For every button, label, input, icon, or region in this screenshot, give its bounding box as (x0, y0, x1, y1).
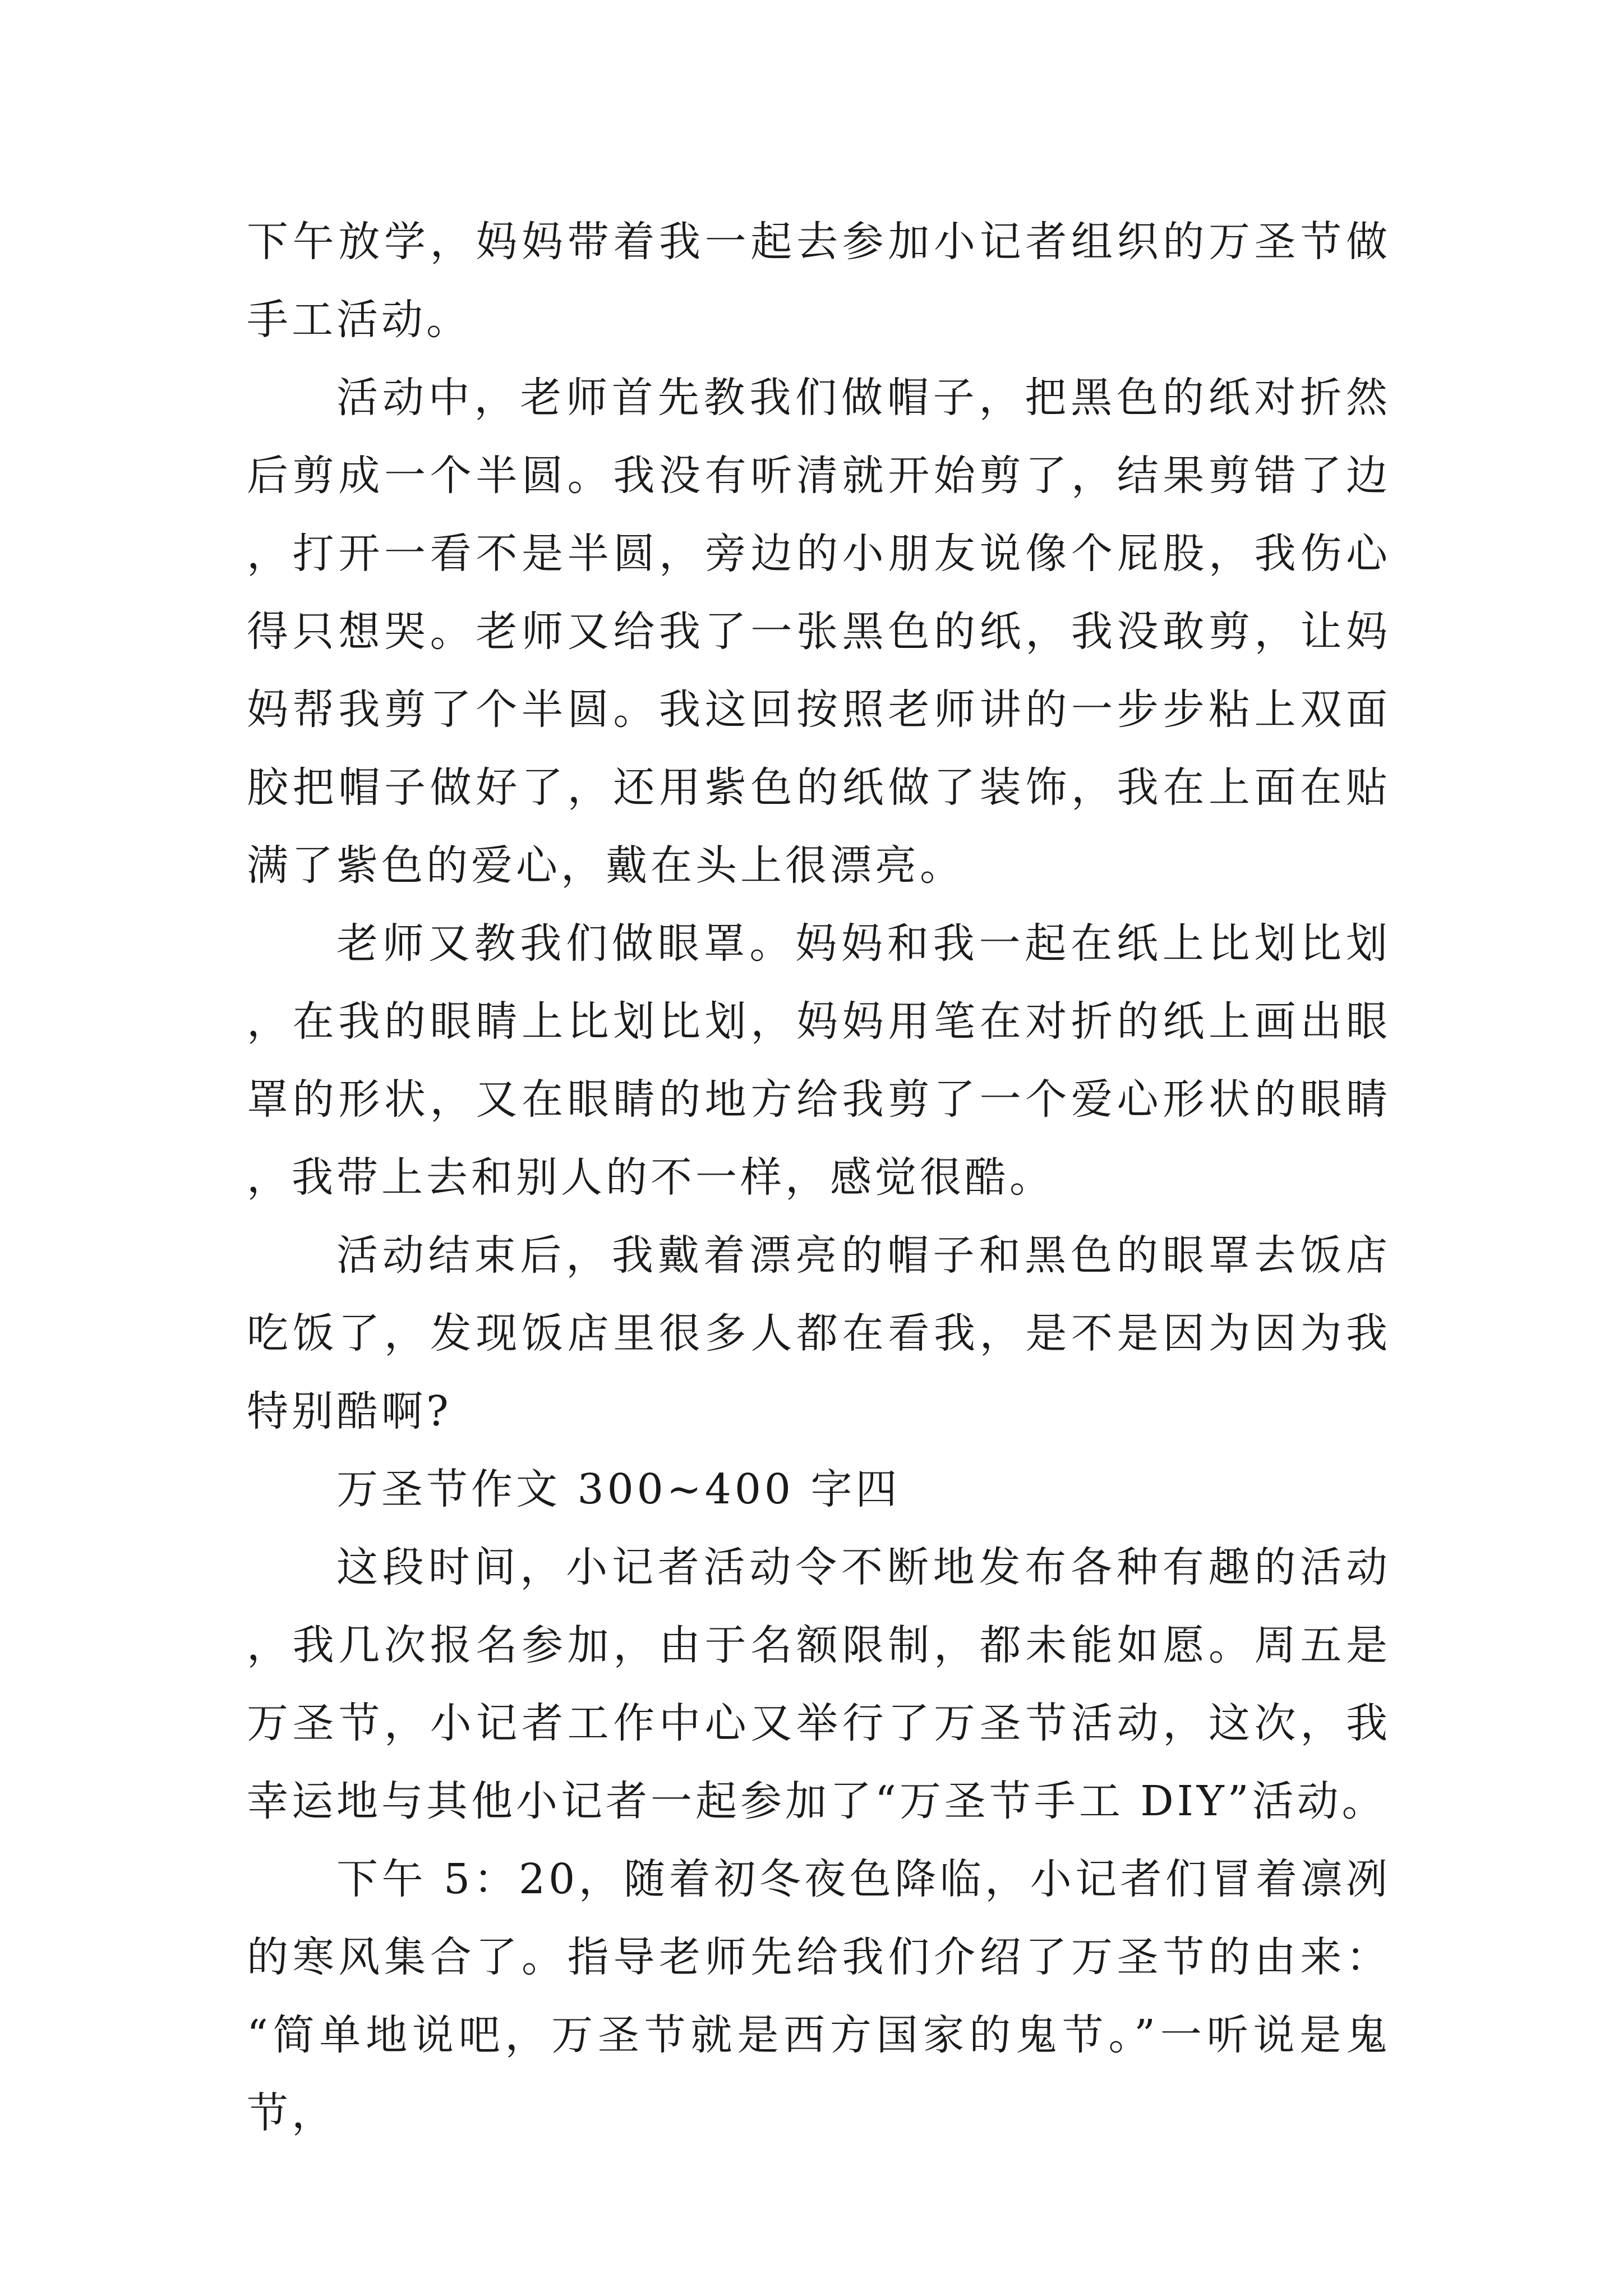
essay-paragraph: 活动结束后，我戴着漂亮的帽子和黑色的眼罩去饭店吃饭了，发现饭店里很多人都在看我，是不是因为因为我特别酷啊? (247, 1231, 1391, 1435)
essay-paragraph: 老师又教我们做眼罩。妈妈和我一起在纸上比划比划，在我的眼睛上比划比划，妈妈用笔在对折的纸上画出眼罩的形状，又在眼睛的地方给我剪了一个爱心形状的眼睛，我带上去和别人的不一样，感觉很酷。 (247, 919, 1391, 1202)
essay-paragraph: 下午放学，妈妈带着我一起去参加小记者组织的万圣节做手工活动。 (247, 218, 1391, 344)
essay-paragraph: 下午 5：20，随着初冬夜色降临，小记者们冒着凛冽的寒风集合了。指导老师先给我们介绍了万圣节的由来：“简单地说吧，万圣节就是西方国家的鬼节。”一听说是鬼节， (247, 1855, 1391, 2137)
essay-body (247, 203, 1391, 2152)
essay-paragraph: 活动中，老师首先教我们做帽子，把黑色的纸对折然后剪成一个半圆。我没有听清就开始剪了，结果剪错了边，打开一看不是半圆，旁边的小朋友说像个屁股，我伤心得只想哭。老师又给我了一张黑色的纸，我没敢剪，让妈妈帮我剪了个半圆。我这回按照老师讲的一步步粘上双面胶把帽子做好了，还用紫色的纸做了装饰，我在上面在贴满了紫色的爱心，戴在头上很漂亮。 (247, 374, 1391, 890)
essay-paragraph: 这段时间，小记者活动令不断地发布各种有趣的活动，我几次报名参加，由于名额限制，都未能如愿。周五是万圣节，小记者工作中心又举行了万圣节活动，这次，我幸运地与其他小记者一起参加了“万圣节手工 DIY”活动。 (247, 1543, 1391, 1825)
section-title: 万圣节作文 300~400 字四 (336, 1465, 901, 1513)
